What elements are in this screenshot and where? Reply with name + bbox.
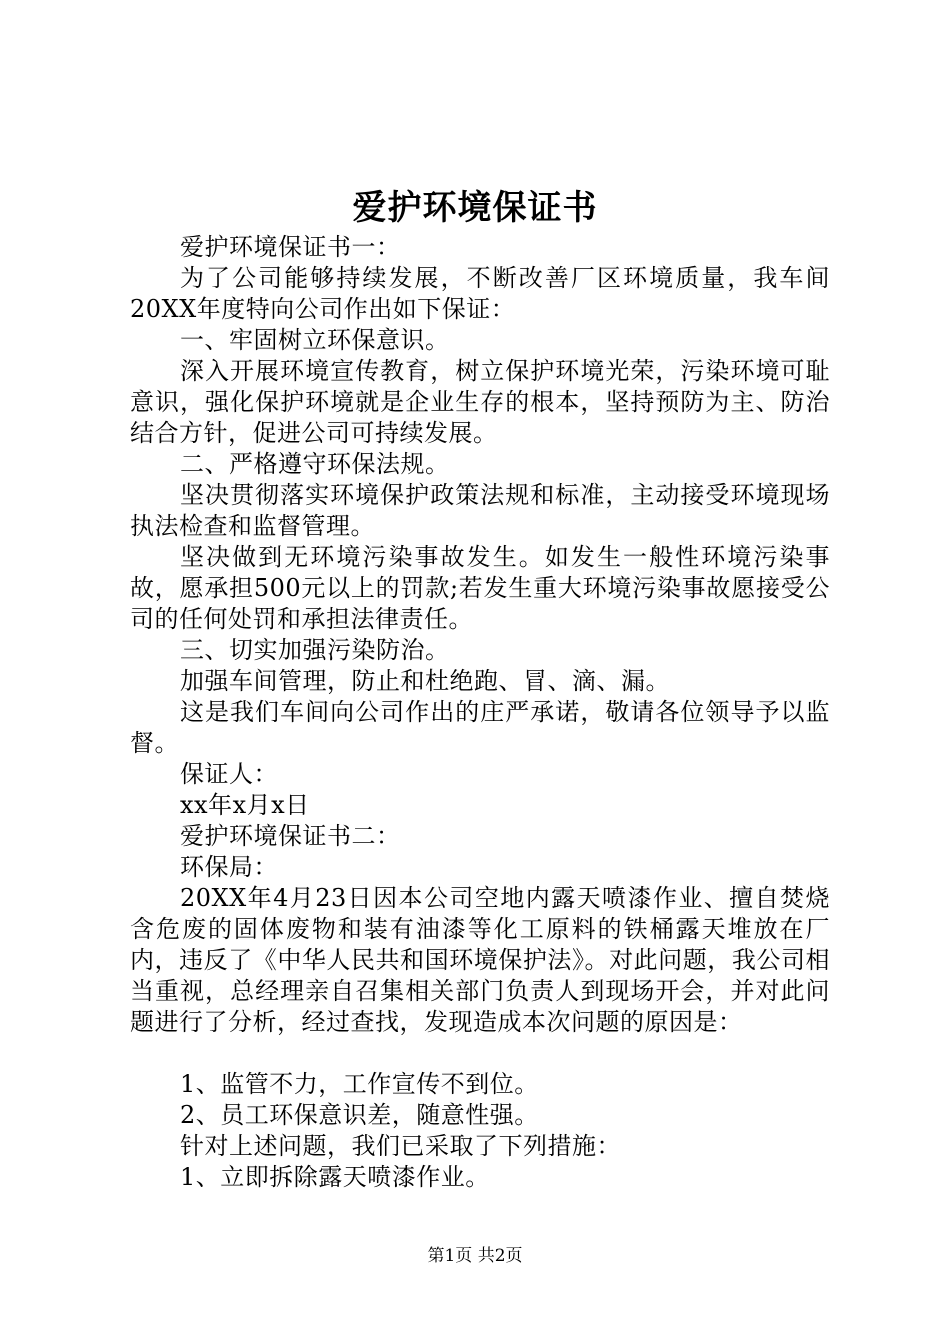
paragraph-section-three: 三、切实加强污染防治。 xyxy=(180,636,450,664)
paragraph-section-one-body: 深入开展环境宣传教育，树立保护环境光荣，污染环境可耻意识，强化保护环境就是企业生存的根本，坚持预防为主、防治结合方针，促进公司可持续发展。 xyxy=(130,357,830,447)
paragraph-measures-intro: 针对上述问题，我们已采取了下列措施： xyxy=(180,1132,621,1160)
page-indicator: 第1页 共2页 xyxy=(427,1246,523,1266)
paragraph-guarantor: 保证人： xyxy=(180,760,278,788)
paragraph-section-two-penalty: 坚决做到无环境污染事故发生。如发生一般性环境污染事故，愿承担500元以上的罚款;若发生重大环境污染事故愿接受公司的任何处罚和承担法律责任。 xyxy=(130,543,830,633)
paragraph-letter-one-heading: 爱护环境保证书一： xyxy=(180,233,401,261)
paragraph-section-two-body: 坚决贯彻落实环境保护政策法规和标准，主动接受环境现场执法检查和监督管理。 xyxy=(130,481,830,540)
paragraph-section-one: 一、牢固树立环保意识。 xyxy=(180,326,450,354)
paragraph-cause-two: 2、员工环保意识差，随意性强。 xyxy=(180,1101,539,1129)
paragraph-section-two: 二、严格遵守环保法规。 xyxy=(180,450,450,478)
paragraph-addressee: 环保局： xyxy=(180,853,278,881)
paragraph-letter-two-heading: 爱护环境保证书二： xyxy=(180,822,401,850)
paragraph-section-three-body: 加强车间管理，防止和杜绝跑、冒、滴、漏。 xyxy=(180,667,670,695)
document-body xyxy=(130,232,830,1193)
paragraph-incident: 20XX年4月23日因本公司空地内露天喷漆作业、擅自焚烧含危废的固体废物和装有油漆等化工原料的铁桶露天堆放在厂内，违反了《中华人民共和国环境保护法》。对此问题，我公司相当重视，总经理亲自召集相关部门负责人到现场开会，并对此问题进行了分析，经过查找，发现造成本次问题的原因是： xyxy=(130,884,830,1036)
paragraph-commitment: 这是我们车间向公司作出的庄严承诺，敬请各位领导予以监督。 xyxy=(130,698,830,757)
paragraph-measure-one: 1、立即拆除露天喷漆作业。 xyxy=(180,1163,490,1191)
paragraph-spacer xyxy=(130,1038,830,1069)
paragraph-date: xx年x月x日 xyxy=(180,791,310,819)
paragraph-cause-one: 1、监管不力，工作宣传不到位。 xyxy=(180,1070,539,1098)
document-title: 爱护环境保证书 xyxy=(352,188,598,228)
paragraph-intro: 为了公司能够持续发展，不断改善厂区环境质量，我车间20XX年度特向公司作出如下保证： xyxy=(130,264,830,323)
